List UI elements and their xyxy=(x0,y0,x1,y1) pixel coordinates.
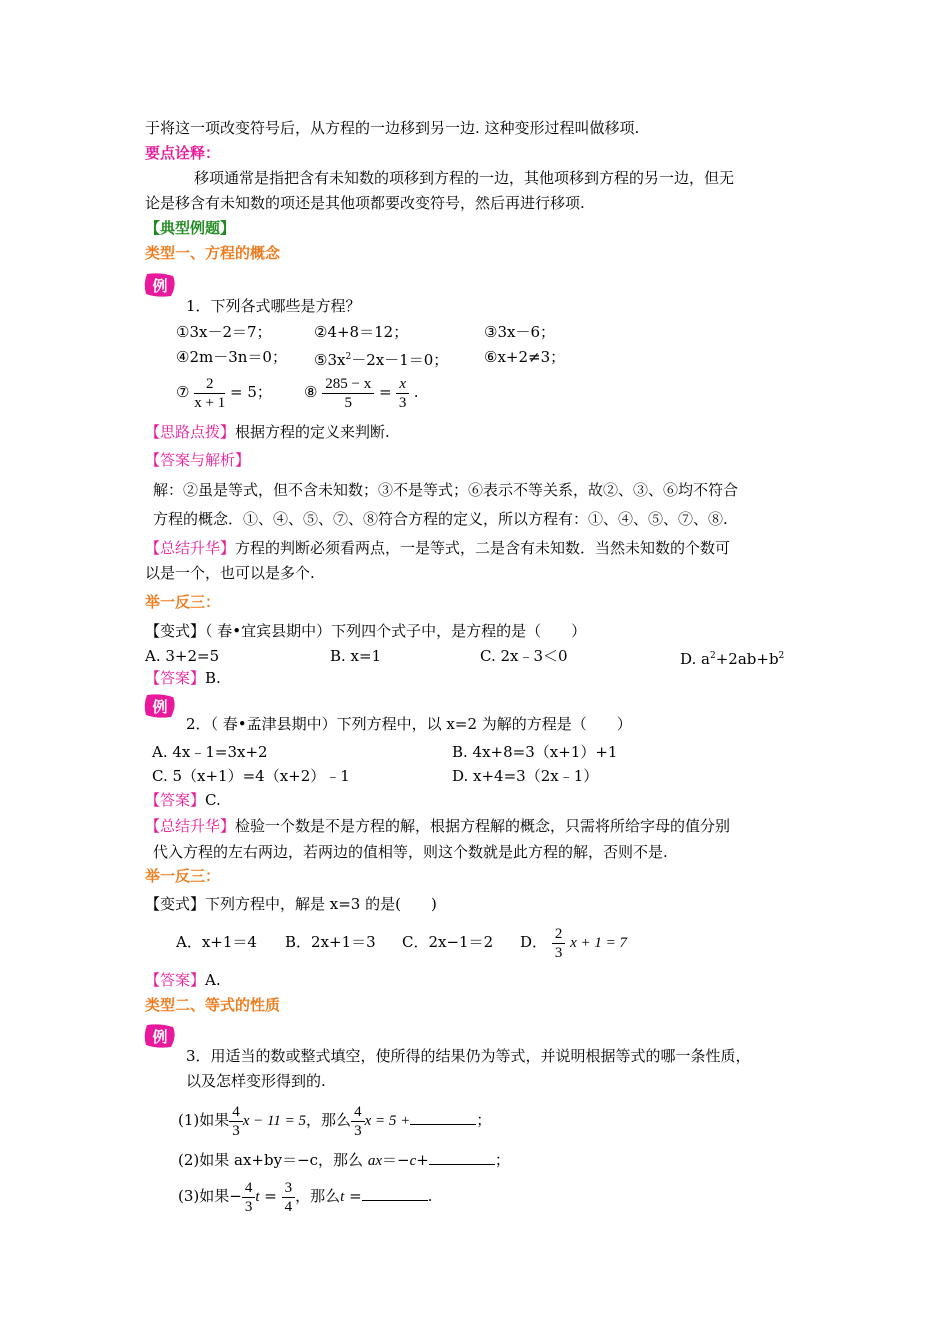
example-badge-icon xyxy=(143,693,177,719)
badge-label: 例 xyxy=(152,1028,168,1046)
q2-summary-cont: 代入方程的左右两边，若两边的值相等，则这个数就是此方程的解，否则不是. xyxy=(153,843,668,861)
q2-option-a: A. 4x﹣1=3x+2 xyxy=(152,743,268,761)
fraction: $\frac{2}{x + 1}$ xyxy=(194,375,226,411)
q1-solution-cont: 方程的概念．①、④、⑤、⑦、⑧符合方程的定义，所以方程有：①、④、⑤、⑦、⑧. xyxy=(153,510,728,528)
key-point-text: 移项通常是指把含有未知数的项移到方程的一边，其他项移到方程的另一边，但无 xyxy=(194,169,735,187)
q1-item-4: ④2m－3n＝0； xyxy=(176,348,287,366)
q1-item-7: ⑦ $\frac{2}{x + 1}$ = 5； xyxy=(176,375,272,411)
answer-blank[interactable] xyxy=(429,1150,495,1165)
example-badge-icon xyxy=(143,272,177,298)
fraction: $\frac{4}{3}$ xyxy=(351,1103,365,1140)
practice1-stem: 【变式】（ 春•宜宾县期中）下列四个式子中，是方程的是（ ） xyxy=(145,622,587,640)
practice1-option-b: B. x=1 xyxy=(330,647,382,665)
q3-stem: 3．用适当的数或整式填空，使所得的结果仍为等式，并说明根据等式的哪一条性质， xyxy=(186,1047,751,1065)
q2-summary: 【总结升华】检验一个数是不是方程的解，根据方程解的概念，只需将所给字母的值分别 xyxy=(145,817,731,835)
q2-option-b: B. 4x+8=3（x+1）+1 xyxy=(452,743,618,761)
practice1-heading: 举一反三： xyxy=(145,593,221,611)
fraction: $\frac{2}{3}$ xyxy=(552,925,566,962)
fraction: $\frac{3}{4}$ xyxy=(282,1179,296,1216)
q1-stem: 1．下列各式哪些是方程？ xyxy=(186,297,361,315)
practice2-option-c: C．2x−1＝2 xyxy=(402,933,494,951)
badge-label: 例 xyxy=(152,277,168,295)
q2-answer: 【答案】C. xyxy=(145,791,221,809)
q1-item-1: ①3x－2＝7； xyxy=(176,323,272,341)
fraction: $\frac{4}{3}$ xyxy=(242,1179,256,1216)
practice1-option-a: A. 3+2=5 xyxy=(145,647,220,665)
fraction: $\frac{4}{3}$ xyxy=(229,1103,243,1140)
q1-item-2: ②4+8＝12； xyxy=(314,323,409,341)
q1-item-6: ⑥x+2≠3； xyxy=(484,348,566,366)
practice2-heading: 举一反三： xyxy=(145,867,221,885)
q2-stem: 2．（ 春•孟津县期中）下列方程中，以 x=2 为解的方程是（ ） xyxy=(186,715,632,733)
q1-summary: 【总结升华】方程的判断必须看两点，一是等式，二是含有未知数．当然未知数的个数可 xyxy=(145,539,731,557)
key-point-heading: 要点诠释： xyxy=(145,144,221,162)
practice2-option-b: B．2x+1＝3 xyxy=(285,933,376,951)
q3-part-1: (1)如果 $\frac{4}{3}$ x − 11 = 5，那么 $\frac{4}{3}$ x = 5 + ； xyxy=(178,1103,492,1139)
intro-line: 于将这一项改变符号后，从方程的一边移到另一边. 这种变形过程叫做移项. xyxy=(145,119,640,137)
type1-heading: 类型一、方程的概念 xyxy=(145,244,281,262)
practice2-answer: 【答案】A. xyxy=(145,971,221,989)
practice2-option-d: D． $\frac{2}{3}$ x + 1 = 7 xyxy=(520,925,627,961)
q2-option-d: D. x+4=3（2x﹣1） xyxy=(452,767,599,785)
q2-option-c: C. 5（x+1）=4（x+2）﹣1 xyxy=(152,767,350,785)
q1-summary-cont: 以是一个，也可以是多个. xyxy=(145,564,315,582)
q1-item-5: $⑤3x^2-2x-1=0$； xyxy=(314,351,449,369)
example-badge-icon xyxy=(143,1023,177,1049)
fraction: $\frac{x}{3}$ xyxy=(396,375,409,412)
key-point-text-cont: 论是移含有未知数的项还是其他项都要改变符号，然后再进行移项. xyxy=(145,194,585,212)
examples-heading: 【典型例题】 xyxy=(145,219,236,237)
q3-part-3: (3)如果− $\frac{4}{3}$ t = $\frac{3}{4}$ ，那么t = . xyxy=(178,1179,433,1215)
q1-item-3: ③3x－6； xyxy=(484,323,555,341)
q1-answer-label: 【答案与解析】 xyxy=(145,451,251,469)
fraction: $\frac{285 - x}{5}$ xyxy=(322,375,374,412)
answer-blank[interactable] xyxy=(362,1186,428,1201)
q1-solution: 解：②虽是等式，但不含未知数；③不是等式；⑥表示不等关系，故②、③、⑥均不符合 xyxy=(153,481,739,499)
badge-label: 例 xyxy=(152,698,168,716)
answer-blank[interactable] xyxy=(410,1110,476,1125)
q3-part-2: (2)如果 ax+by＝−c，那么 ax＝−c+ ； xyxy=(178,1151,510,1169)
practice2-stem: 【变式】下列方程中，解是 x=3 的是( ) xyxy=(145,895,437,913)
practice1-answer: 【答案】B. xyxy=(145,669,221,687)
q1-hint: 【思路点拨】根据方程的定义来判断. xyxy=(145,423,390,441)
type2-heading: 类型二、等式的性质 xyxy=(145,996,281,1014)
practice2-option-a: A．x+1＝4 xyxy=(176,933,257,951)
q1-item-8: ⑧ $\frac{285 - x}{5}$ = $\frac{x}{3}$ . xyxy=(304,375,419,411)
q3-stem-cont: 以及怎样变形得到的. xyxy=(186,1072,326,1090)
practice1-option-c: C. 2x﹣3＜0 xyxy=(480,647,568,665)
practice1-option-d: D. $a^2+2ab+b^2$ xyxy=(680,650,785,668)
